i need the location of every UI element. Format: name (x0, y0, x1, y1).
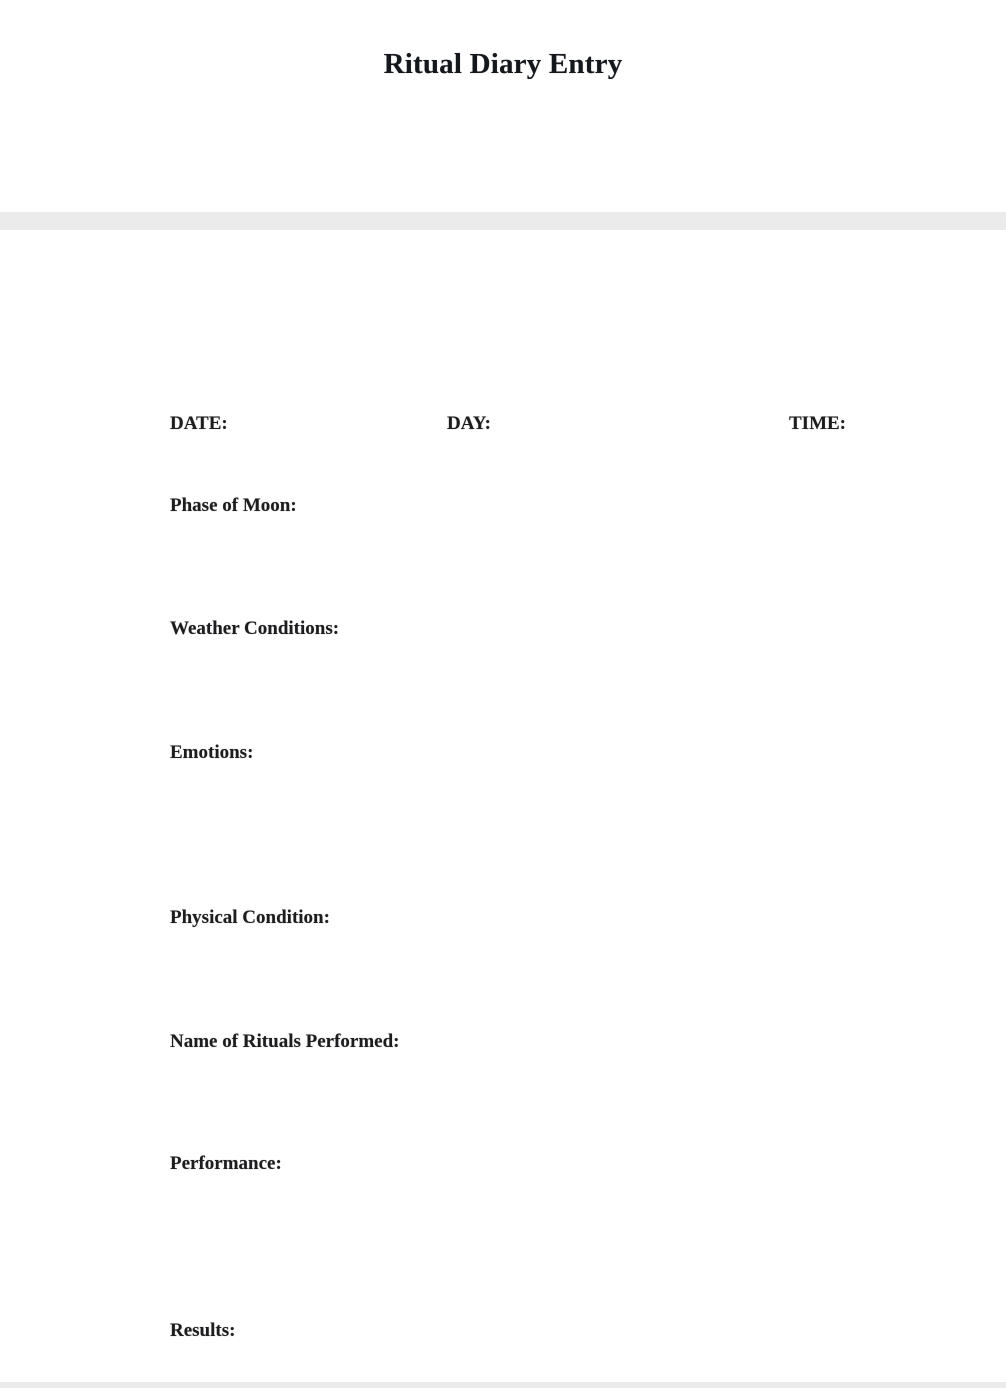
day-label: DAY: (447, 413, 492, 434)
rituals-performed-label: Name of Rituals Performed: (170, 1031, 400, 1052)
emotions-label: Emotions: (170, 742, 254, 763)
page-title: Ritual Diary Entry (383, 48, 623, 80)
results-label: Results: (170, 1320, 236, 1341)
date-label: DATE: (170, 413, 228, 434)
time-label: TIME: (789, 413, 846, 434)
phase-of-moon-label: Phase of Moon: (170, 495, 297, 516)
document-page-1 (0, 0, 1006, 212)
weather-conditions-label: Weather Conditions: (170, 618, 340, 639)
physical-condition-label: Physical Condition: (170, 907, 330, 928)
document-page-2 (0, 230, 1006, 1382)
performance-label: Performance: (170, 1153, 282, 1174)
